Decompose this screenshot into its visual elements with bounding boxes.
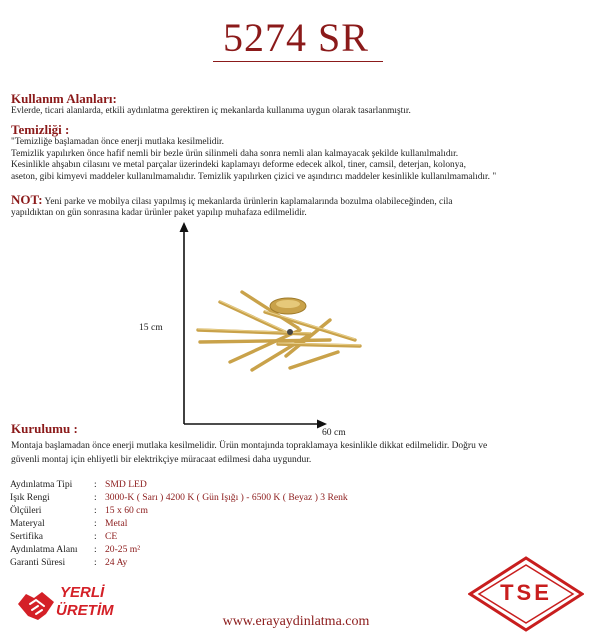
spec-label: Aydınlatma Alanı bbox=[10, 544, 78, 555]
spec-label: Materyal bbox=[10, 518, 45, 529]
cleaning-line: Kesinlikle ahşabın cilasını ve metal parçalar üzerindeki kaplamayı deforme edecek alkol, tiner, camsil, deterjan, kolonya, bbox=[11, 160, 466, 171]
installation-text bbox=[11, 439, 487, 467]
tse-label: TSE bbox=[500, 580, 552, 605]
spec-value: 15 x 60 cm bbox=[105, 505, 148, 516]
cleaning-line: Temizlik yapılırken önce hafif nemli bir bezle ürün silinmeli daha sonra nemli alan kalmayacak şekilde kullanılmalıdır. bbox=[11, 148, 459, 159]
spec-label: Aydınlatma Tipi bbox=[10, 479, 73, 490]
spec-label: Işık Rengi bbox=[10, 492, 50, 503]
spec-value: CE bbox=[105, 531, 118, 542]
cleaning-heading: Temizliği : bbox=[11, 122, 70, 137]
spec-colon: : bbox=[94, 557, 97, 568]
note-label: NOT: bbox=[11, 192, 43, 207]
spec-colon: : bbox=[94, 492, 97, 503]
title-underline bbox=[213, 61, 383, 62]
spec-label: Garanti Süresi bbox=[10, 557, 66, 568]
spec-value: SMD LED bbox=[105, 479, 147, 490]
spec-colon: : bbox=[94, 531, 97, 542]
usage-heading: Kullanım Alanları: bbox=[11, 91, 117, 106]
spec-colon: : bbox=[94, 479, 97, 490]
spec-value: 24 Ay bbox=[105, 557, 128, 568]
spec-colon: : bbox=[94, 518, 97, 529]
spec-label: Ölçüleri bbox=[10, 505, 42, 516]
cleaning-line: "Temizliğe başlamadan önce enerji mutlaka kesilmelidir. bbox=[11, 137, 224, 147]
note-line2: yapıldıktan on gün sonrasına kadar ürünler paket yapılıp muhafaza edilmelidir. bbox=[11, 208, 307, 218]
usage-text: Evlerde, ticari alanlarda, etkili aydınlatma gerektiren iç mekanlarda kullanıma uygun olarak tasarlanmıştır. bbox=[11, 106, 411, 116]
height-dimension-label: 15 cm bbox=[139, 322, 163, 333]
spec-value: 3000-K ( Sarı ) 4200 K ( Gün Işığı ) - 6500 K ( Beyaz ) 3 Renk bbox=[105, 492, 348, 503]
product-title: 5274 SR bbox=[223, 15, 369, 60]
spec-value: 20-25 m² bbox=[105, 544, 141, 555]
spec-colon: : bbox=[94, 544, 97, 555]
local-badge-line2: ÜRETİM bbox=[56, 602, 114, 619]
note-block bbox=[11, 194, 453, 209]
cleaning-line: aseton, gibi kimyevi maddeler kullanılmamalıdır. Temizlik yapılırken çizici ve aşındırıcı maddeler kesinlikle kullanılmamalıdır. " bbox=[11, 171, 497, 182]
installation-heading: Kurulumu : bbox=[11, 421, 78, 436]
cleaning-text bbox=[11, 137, 496, 183]
installation-line1: Montaja başlamadan önce enerji mutlaka kesilmelidir. Ürün montajında topraklamaya kesinlikle dikkat edilmelidir. Doğru ve bbox=[11, 441, 488, 451]
spec-value: Metal bbox=[105, 518, 128, 529]
local-badge-line1: YERLİ bbox=[60, 584, 105, 601]
note-line1: Yeni parke ve mobilya cilası yapılmış iç mekanlarda ürünlerin kaplamalarında bozulma olabileceğinden, cila bbox=[44, 197, 453, 207]
width-dimension-label: 60 cm bbox=[322, 427, 346, 438]
spec-label: Sertifika bbox=[10, 531, 44, 542]
ceiling-light-illustration bbox=[190, 282, 370, 378]
website-link[interactable]: www.erayaydinlatma.com bbox=[222, 614, 370, 629]
installation-line2: güvenli montaj için ehliyetli bir elektrikçiye müracaat edilmesi daha uygundur. bbox=[11, 455, 312, 465]
spec-colon: : bbox=[94, 505, 97, 516]
